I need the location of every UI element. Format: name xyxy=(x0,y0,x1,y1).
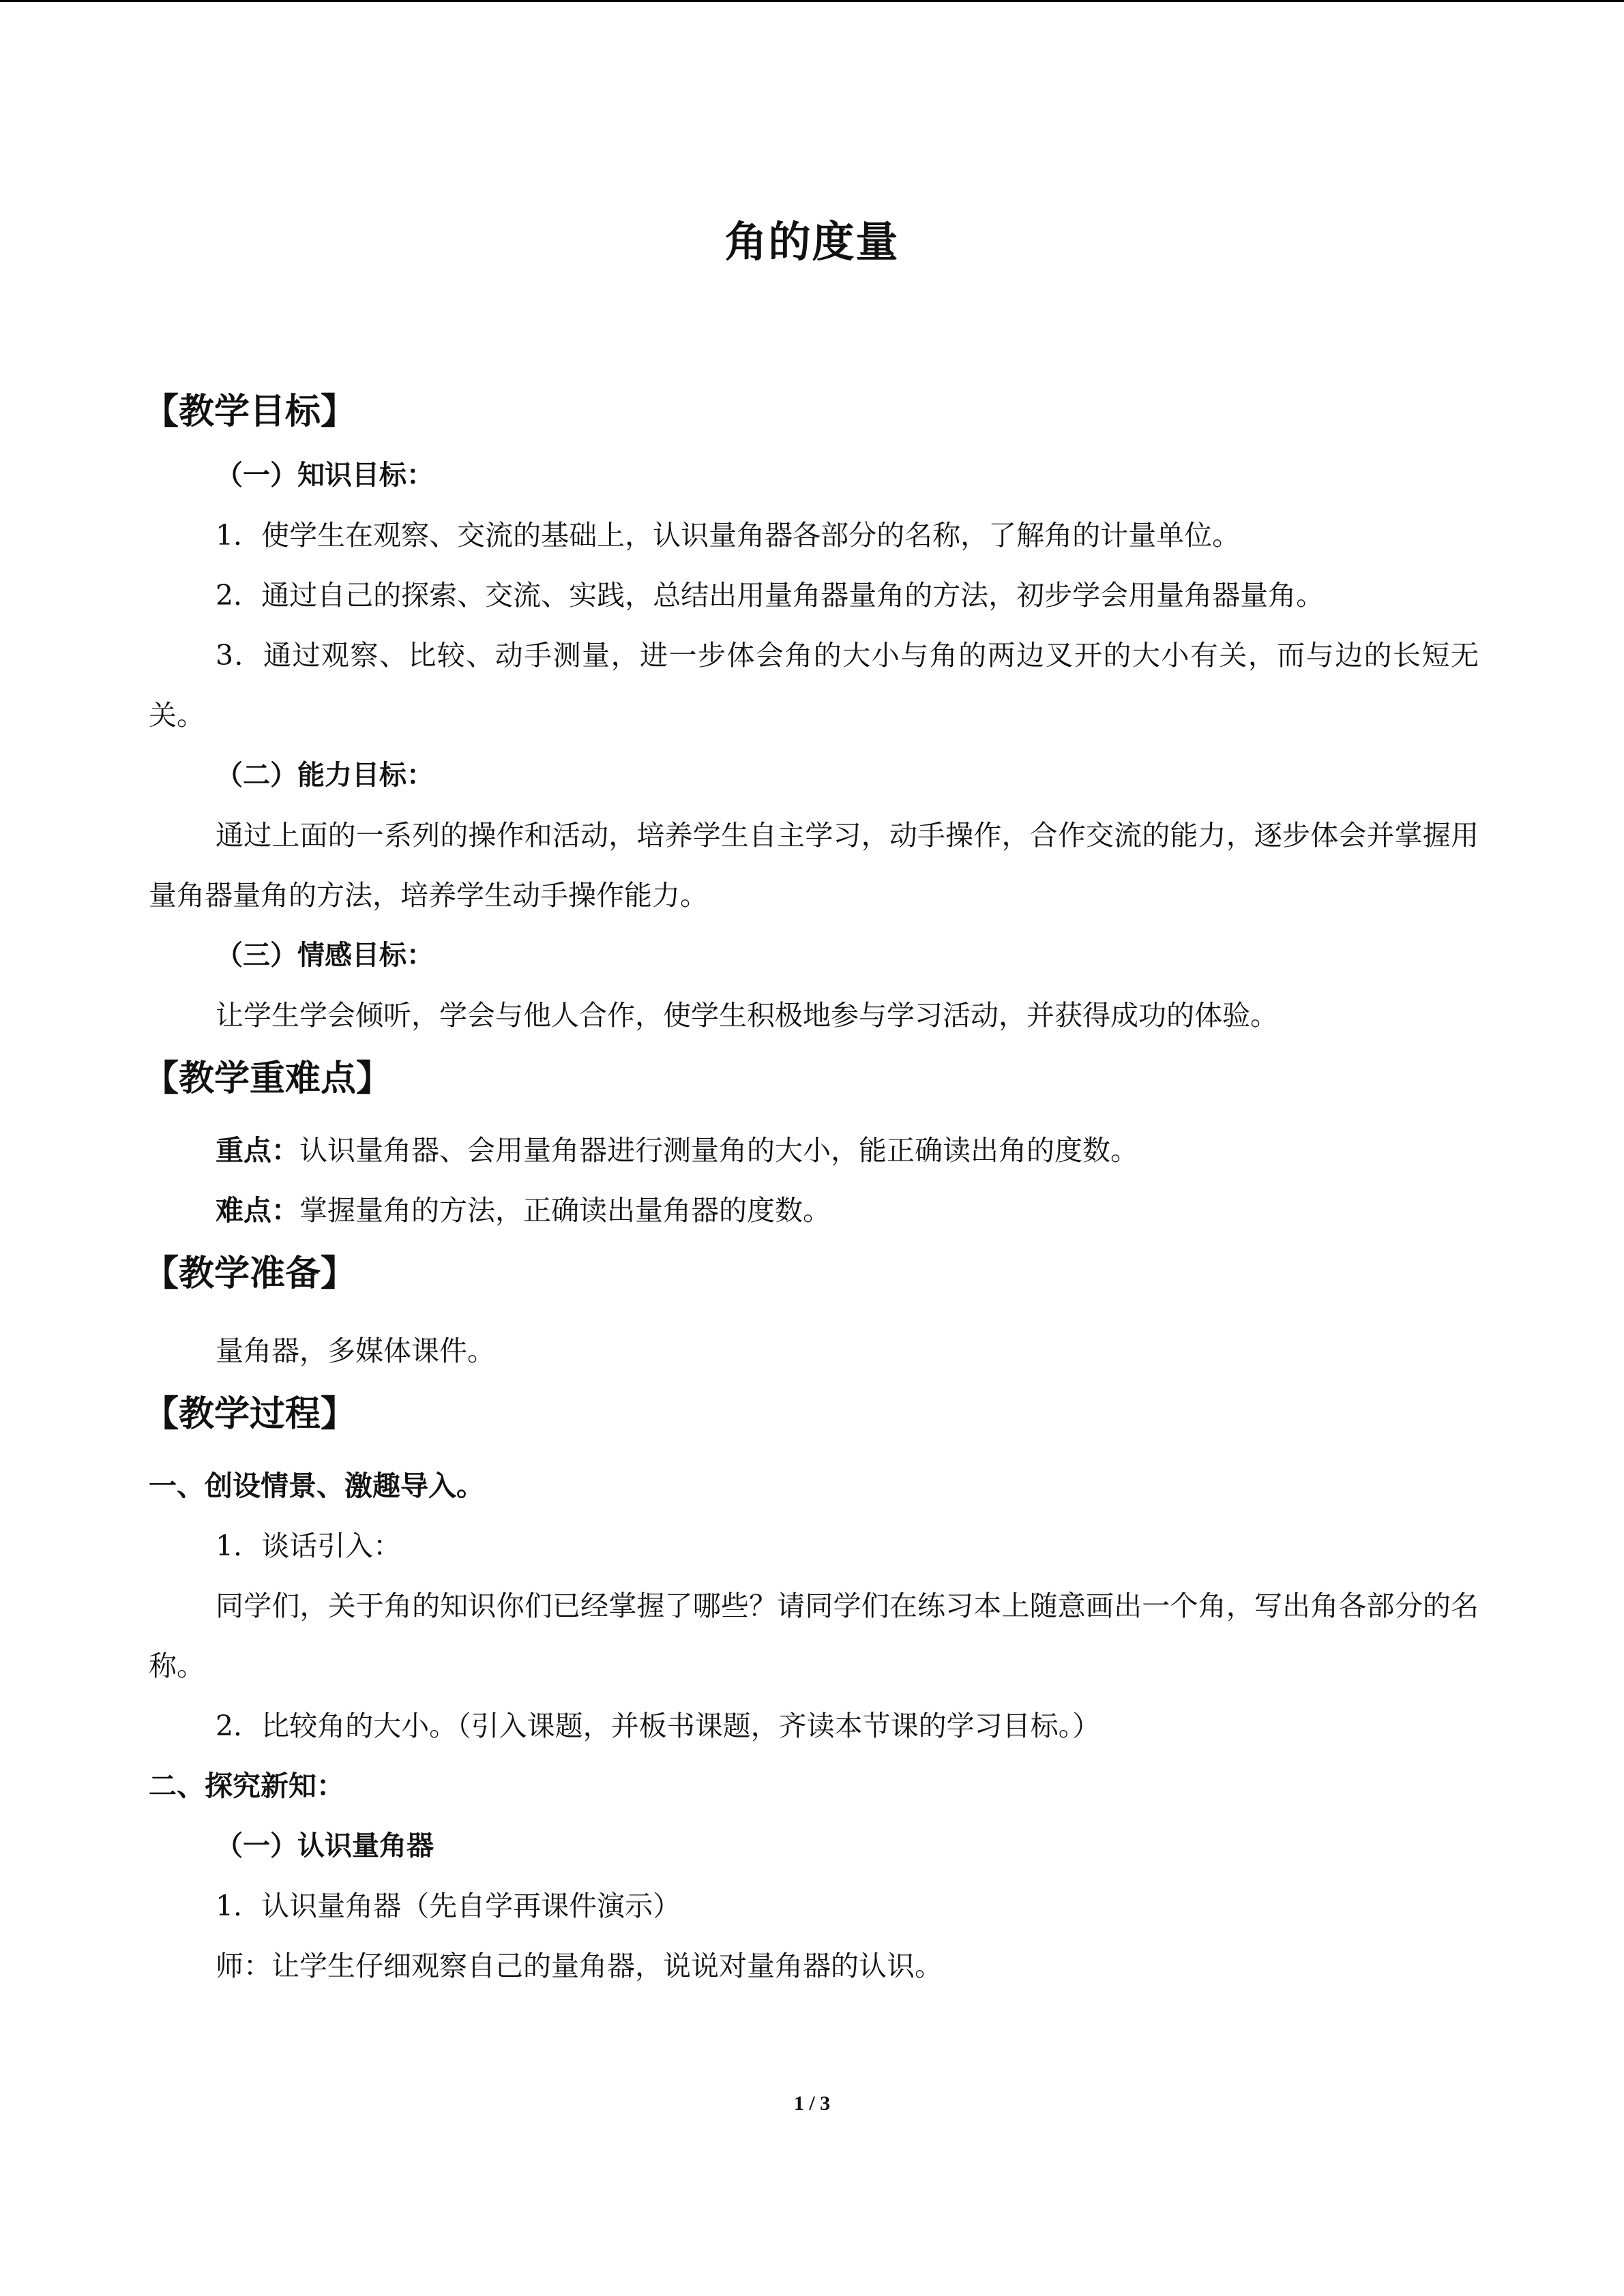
knowledge-item-3: 3．通过观察、比较、动手测量，进一步体会角的大小与角的两边叉开的大小有关，而与边的长短无关。 xyxy=(149,639,1479,732)
process-part2-subheading: （一）认识量角器 xyxy=(216,1830,434,1862)
section-heading-goals: 【教学目标】 xyxy=(143,391,357,432)
difficulty-paragraph xyxy=(149,1180,1479,1240)
subheading-ability: （二）能力目标： xyxy=(216,760,434,791)
subheading-emotion: （三）情感目标： xyxy=(216,940,434,971)
document-title: 角的度量 xyxy=(724,217,900,267)
knowledge-item-1: 1．使学生在观察、交流的基础上，认识量角器各部分的名称，了解角的计量单位。 xyxy=(216,519,1241,552)
knowledge-item-2: 2．通过自己的探索、交流、实践，总结出用量角器量角的方法，初步学会用量角器量角。 xyxy=(216,579,1325,612)
process-part1-item2: 2．比较角的大小。（引入课题，并板书课题，齐读本节课的学习目标。） xyxy=(216,1710,1101,1742)
section-heading-process: 【教学过程】 xyxy=(143,1394,357,1435)
top-border-line xyxy=(0,0,1624,2)
ability-text: 通过上面的一系列的操作和活动，培养学生自主学习，动手操作，合作交流的能力，逐步体会并掌握用量角器量角的方法，培养学生动手操作能力。 xyxy=(149,819,1479,912)
focus-text: 认识量角器、会用量角器进行测量角的大小，能正确读出角的度数。 xyxy=(299,1134,1138,1167)
section-heading-preparation: 【教学准备】 xyxy=(143,1253,357,1294)
emotion-text: 让学生学会倾听，学会与他人合作，使学生积极地参与学习活动，并获得成功的体验。 xyxy=(216,999,1278,1032)
focus-paragraph xyxy=(149,1120,1479,1180)
process-part1-item1: 1．谈话引入： xyxy=(216,1530,402,1562)
subheading-knowledge: （一）知识目标： xyxy=(216,460,434,491)
difficulty-text: 掌握量角的方法，正确读出量角器的度数。 xyxy=(299,1194,831,1227)
preparation-text: 量角器，多媒体课件。 xyxy=(216,1335,495,1367)
process-part1-heading: 一、创设情景、激趣导入。 xyxy=(149,1470,484,1502)
process-part2-item1-text: 师：让学生仔细观察自己的量角器，说说对量角器的认识。 xyxy=(216,1950,943,1982)
focus-label: 重点： xyxy=(216,1134,299,1167)
process-part1-item1-text: 同学们，关于角的知识你们已经掌握了哪些？请同学们在练习本上随意画出一个角，写出角各部分的名称。 xyxy=(149,1590,1479,1682)
page-number: 1 / 3 xyxy=(793,2092,831,2115)
document-body xyxy=(143,378,1479,1996)
section-heading-key-points: 【教学重难点】 xyxy=(143,1058,392,1099)
process-part2-heading: 二、探究新知： xyxy=(149,1770,344,1802)
process-part2-item1: 1．认识量角器（先自学再课件演示） xyxy=(216,1890,681,1922)
difficulty-label: 难点： xyxy=(216,1194,299,1227)
